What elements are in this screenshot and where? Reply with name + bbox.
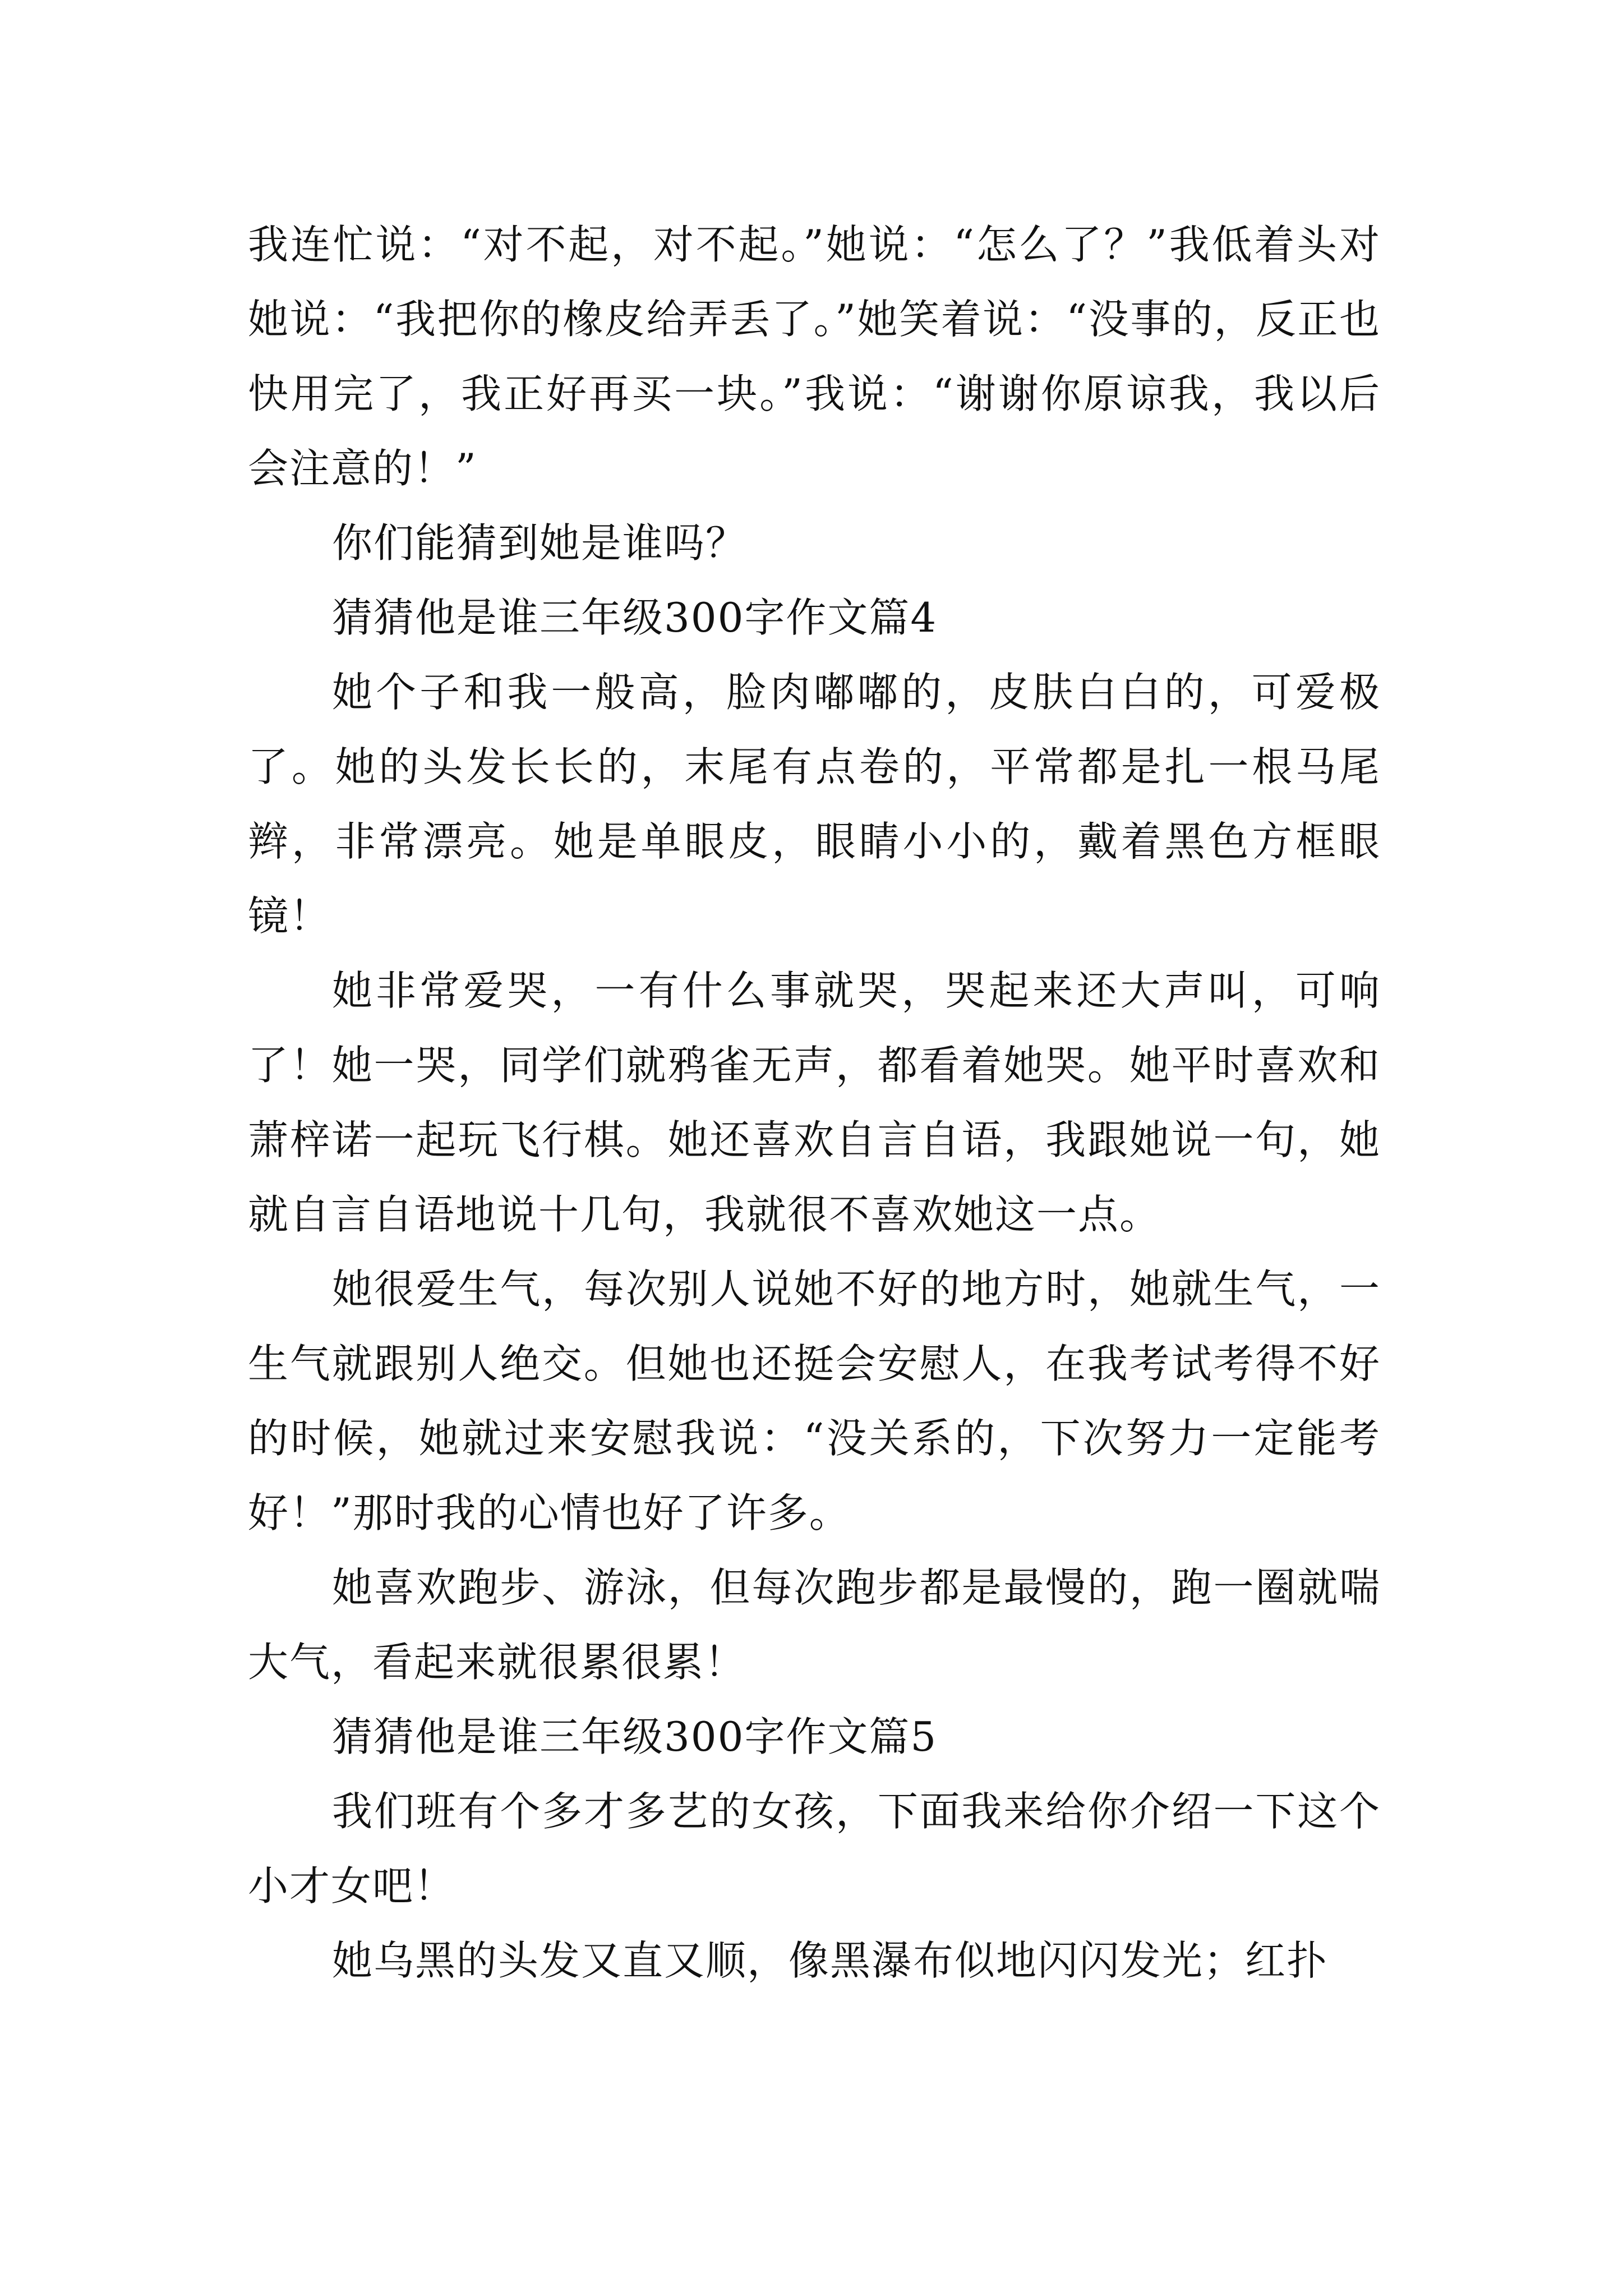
section-heading-5: 猜猜他是谁三年级300字作文篇5 bbox=[332, 1713, 938, 1760]
paragraph-1: 我连忙说：“对不起，对不起。”她说：“怎么了？”我低着头对她说：“我把你的橡皮给弄丢了。”她笑着说：“没事的，反正也快用完了，我正好再买一块。”我说：“谢谢你原谅我，我以后会注意的！” bbox=[248, 221, 1381, 492]
paragraph-6: 她喜欢跑步、游泳，但每次跑步都是最慢的，跑一圈就喘大气，看起来就很累很累！ bbox=[248, 1564, 1381, 1686]
paragraph-4: 她非常爱哭，一有什么事就哭，哭起来还大声叫，可响了！她一哭，同学们就鸦雀无声，都看着她哭。她平时喜欢和萧梓诺一起玩飞行棋。她还喜欢自言自语，我跟她说一句，她就自言自语地说十几句，我就很不喜欢她这一点。 bbox=[248, 967, 1381, 1238]
paragraph-3: 她个子和我一般高，脸肉嘟嘟的，皮肤白白的，可爱极了。她的头发长长的，末尾有点卷的，平常都是扎一根马尾辫，非常漂亮。她是单眼皮，眼睛小小的，戴着黑色方框眼镜！ bbox=[248, 669, 1381, 940]
paragraph-7: 我们班有个多才多艺的女孩，下面我来给你介绍一下这个小才女吧！ bbox=[248, 1788, 1381, 1910]
paragraph-5: 她很爱生气，每次别人说她不好的地方时，她就生气，一生气就跟别人绝交。但她也还挺会安慰人，在我考试考得不好的时候，她就过来安慰我说：“没关系的，下次努力一定能考好！”那时我的心情也好了许多。 bbox=[248, 1266, 1381, 1536]
paragraph-2: 你们能猜到她是谁吗？ bbox=[332, 519, 748, 567]
paragraph-8: 她乌黑的头发又直又顺，像黑瀑布似地闪闪发光；红扑 bbox=[332, 1937, 1329, 1984]
document-body bbox=[248, 208, 1381, 1998]
section-heading-4: 猜猜他是谁三年级300字作文篇4 bbox=[332, 594, 938, 641]
